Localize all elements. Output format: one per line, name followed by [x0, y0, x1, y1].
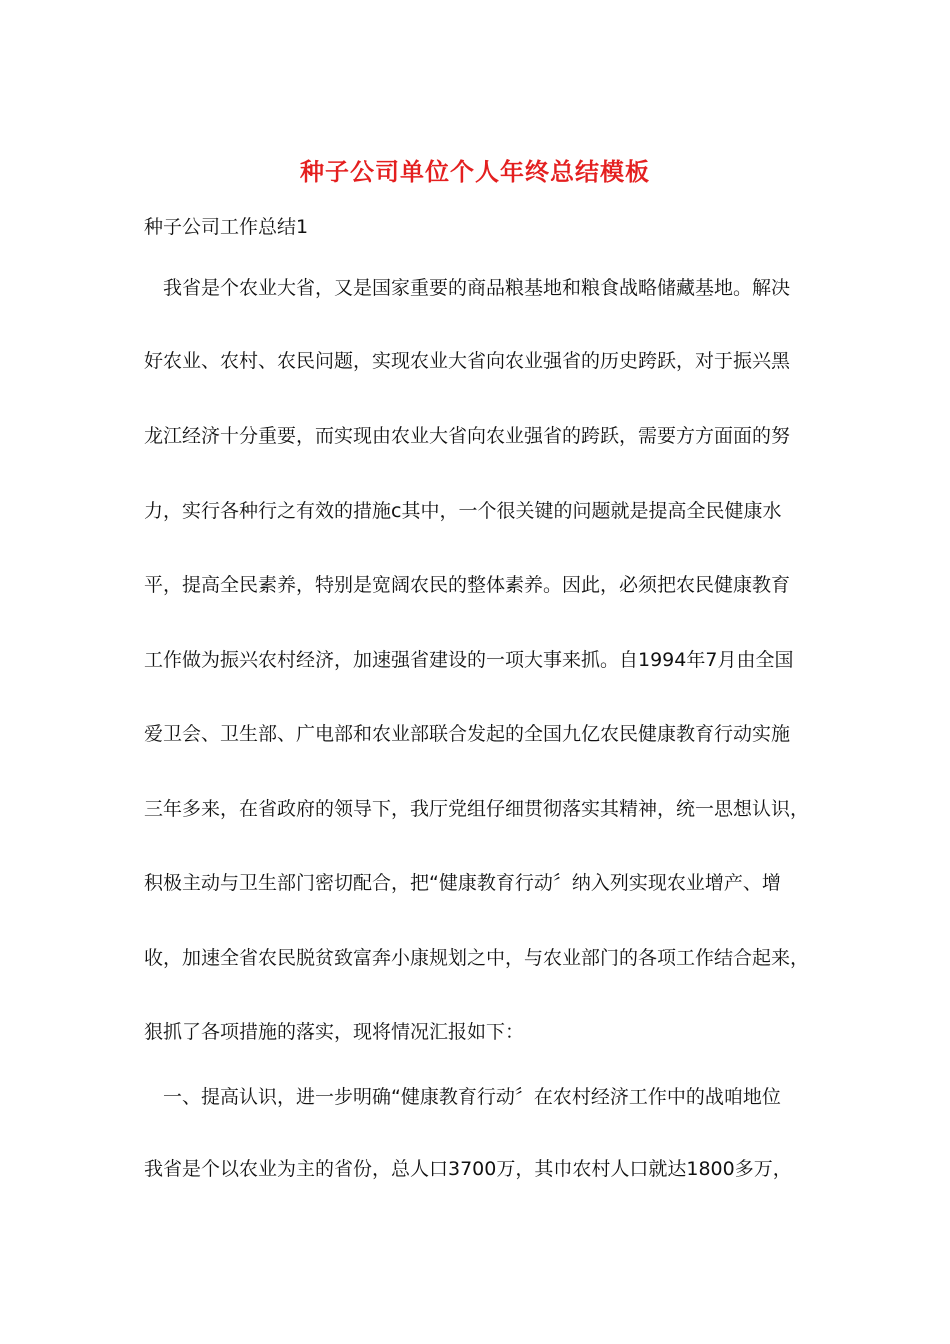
paragraph-line: 收，加速全省农民脱贫致富奔小康规划之中，与农业部门的各项工作结合起来， — [144, 947, 810, 969]
section-line: 一、提高认识，进一步明确“健康教育行动〞在农村经济工作中的战咱地位 — [144, 1086, 781, 1108]
paragraph-line: 龙江经济十分重要，而实现由农业大省向农业强省的跨跃，需要方方面面的努 — [144, 425, 791, 447]
paragraph-line: 三年多来，在省政府的领导下，我厅党组仔细贯彻落实其精神，统一思想认识， — [144, 798, 810, 820]
paragraph-line: 工作做为振兴农村经济，加速强省建设的一项大事来抓。自1994年7月由全国 — [144, 649, 794, 671]
paragraph-line: 积极主动与卫生部门密切配合，把“健康教育行动〞纳入列实现农业增产、增 — [144, 872, 781, 894]
paragraph-line: 平，提高全民素养，特别是宽阔农民的整体素养。因此，必须把农民健康教育 — [144, 574, 791, 596]
paragraph-line: 爱卫会、卫生部、广电部和农业部联合发起的全国九亿农民健康教育行动实施 — [144, 723, 791, 745]
section-heading: 种子公司工作总结1 — [144, 216, 309, 238]
paragraph-line: 力，实行各种行之有效的措施c其中，一个很关键的问题就是提高全民健康水 — [144, 500, 782, 522]
paragraph-line: 狠抓了各项措施的落实，现将情况汇报如下： — [144, 1021, 525, 1043]
document-title: 种子公司单位个人年终总结模板 — [300, 157, 650, 186]
paragraph-line: 我省是个以农业为主的省份，总人口3700万，其巾农村人口就达1800多万， — [144, 1158, 792, 1180]
paragraph-line: 好农业、农村、农民问题，实现农业大省向农业强省的历史跨跃，对于振兴黑 — [144, 350, 791, 372]
paragraph-line: 我省是个农业大省，又是国家重要的商品粮基地和粮食战略储藏基地。解决 — [144, 277, 791, 299]
